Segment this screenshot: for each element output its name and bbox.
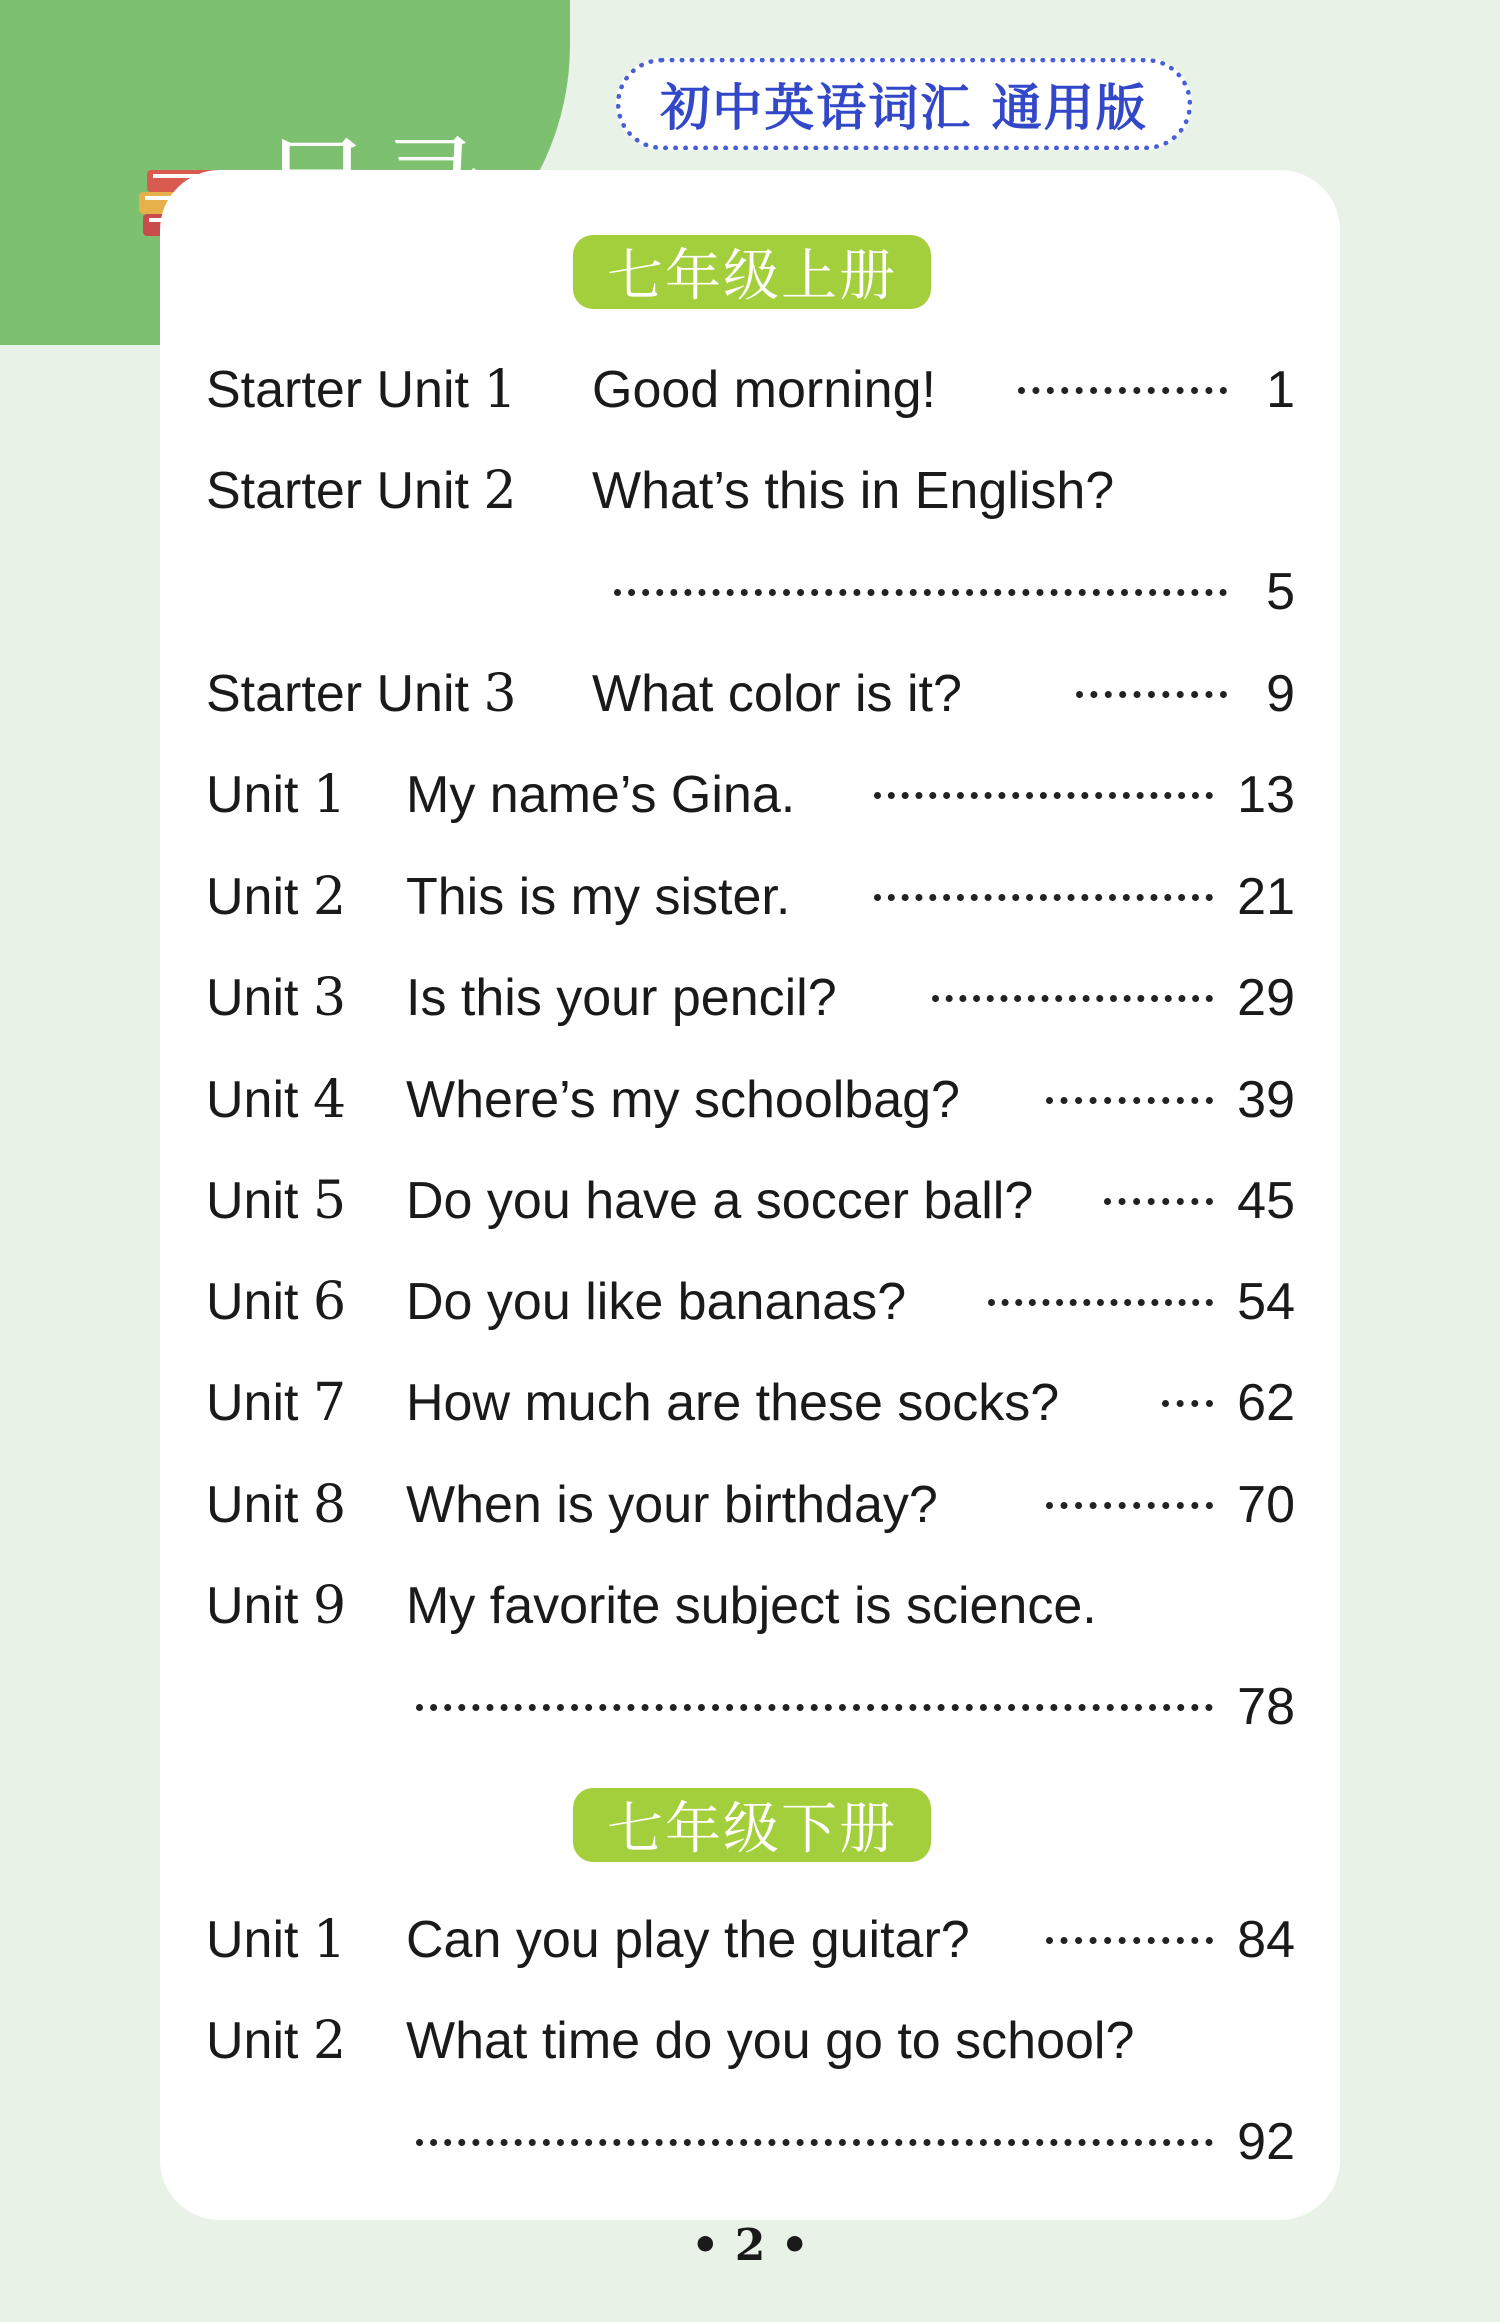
toc-entry[interactable]: [206, 963, 1295, 1033]
section-tag-grade7-second: 七年级下册: [573, 1788, 931, 1862]
toc-entry[interactable]: [206, 355, 1295, 425]
leader-dots: [874, 894, 1213, 901]
toc-entry-continuation: [206, 1672, 1295, 1742]
leader-dots: [614, 589, 1227, 596]
toc-entry[interactable]: [206, 1368, 1295, 1438]
leader-dots: [416, 2139, 1213, 2146]
entry-title: This is my sister.: [406, 868, 791, 926]
toc-entry[interactable]: [206, 1267, 1295, 1337]
leader-dots: [1046, 1502, 1213, 1509]
entry-page: 13: [1237, 766, 1295, 824]
entry-page: 5: [1266, 563, 1295, 621]
entry-page: 54: [1237, 1273, 1295, 1331]
leader-dots: [416, 1704, 1213, 1711]
entry-title: Where’s my schoolbag?: [406, 1071, 960, 1129]
entry-page: 21: [1237, 868, 1295, 926]
section-tag-grade7-first: 七年级上册: [573, 235, 931, 309]
entry-title: Can you play the guitar?: [406, 1911, 970, 1969]
leader-dots: [1162, 1400, 1213, 1407]
book-badge: 初中英语词汇 通用版: [616, 58, 1192, 150]
toc-entry[interactable]: [206, 1905, 1295, 1975]
entry-title: Good morning!: [592, 361, 936, 419]
entry-title: How much are these socks?: [406, 1374, 1060, 1432]
entry-page: 29: [1237, 969, 1295, 1027]
leader-dots: [1076, 691, 1227, 698]
entry-label: Unit 1: [206, 765, 347, 825]
entry-page: 9: [1266, 665, 1295, 723]
leader-dots: [988, 1299, 1213, 1306]
entry-page: 39: [1237, 1071, 1295, 1129]
entry-label: Unit 3: [206, 968, 347, 1028]
entry-label: Starter Unit 3: [206, 664, 517, 724]
entry-label: Starter Unit 2: [206, 461, 517, 521]
entry-title: What color is it?: [592, 665, 962, 723]
entry-label: Unit 8: [206, 1475, 347, 1535]
toc-entry[interactable]: [206, 2006, 1295, 2076]
leader-dots: [1046, 1937, 1213, 1944]
page-number: • 2 •: [691, 2220, 809, 2271]
entry-title: What time do you go to school?: [406, 2012, 1135, 2070]
leader-dots: [1104, 1198, 1213, 1205]
entry-label: Unit 9: [206, 1576, 347, 1636]
toc-entry[interactable]: [206, 760, 1295, 830]
entry-page: 92: [1237, 2113, 1295, 2171]
leader-dots: [932, 995, 1213, 1002]
entry-label: Unit 5: [206, 1171, 347, 1231]
entry-title: Is this your pencil?: [406, 969, 837, 1027]
entry-title: Do you have a soccer ball?: [406, 1172, 1034, 1230]
entry-label: Starter Unit 1: [206, 360, 517, 420]
entry-label: Unit 6: [206, 1272, 347, 1332]
entry-page: 78: [1237, 1678, 1295, 1736]
entry-title: What’s this in English?: [592, 462, 1115, 520]
toc-entry[interactable]: [206, 456, 1295, 526]
leader-dots: [1046, 1097, 1213, 1104]
entry-label: Unit 2: [206, 867, 347, 927]
toc-entry[interactable]: [206, 659, 1295, 729]
entry-title: Do you like bananas?: [406, 1273, 907, 1331]
leader-dots: [874, 792, 1213, 799]
entry-page: 1: [1266, 361, 1295, 419]
toc-entry[interactable]: [206, 1571, 1295, 1641]
entry-label: Unit 1: [206, 1910, 347, 1970]
entry-title: When is your birthday?: [406, 1476, 938, 1534]
entry-label: Unit 7: [206, 1373, 347, 1433]
entry-page: 62: [1237, 1374, 1295, 1432]
toc-entry[interactable]: [206, 1470, 1295, 1540]
entry-label: Unit 2: [206, 2011, 347, 2071]
toc-entry-continuation: [206, 557, 1295, 627]
toc-entry[interactable]: [206, 1166, 1295, 1236]
entry-page: 84: [1237, 1911, 1295, 1969]
entry-page: 70: [1237, 1476, 1295, 1534]
entry-title: My favorite subject is science.: [406, 1577, 1097, 1635]
leader-dots: [1018, 387, 1227, 394]
entry-title: My name’s Gina.: [406, 766, 796, 824]
toc-entry-continuation: [206, 2107, 1295, 2177]
entry-page: 45: [1237, 1172, 1295, 1230]
toc-entry[interactable]: [206, 1065, 1295, 1135]
entry-label: Unit 4: [206, 1070, 347, 1130]
toc-entry[interactable]: [206, 862, 1295, 932]
